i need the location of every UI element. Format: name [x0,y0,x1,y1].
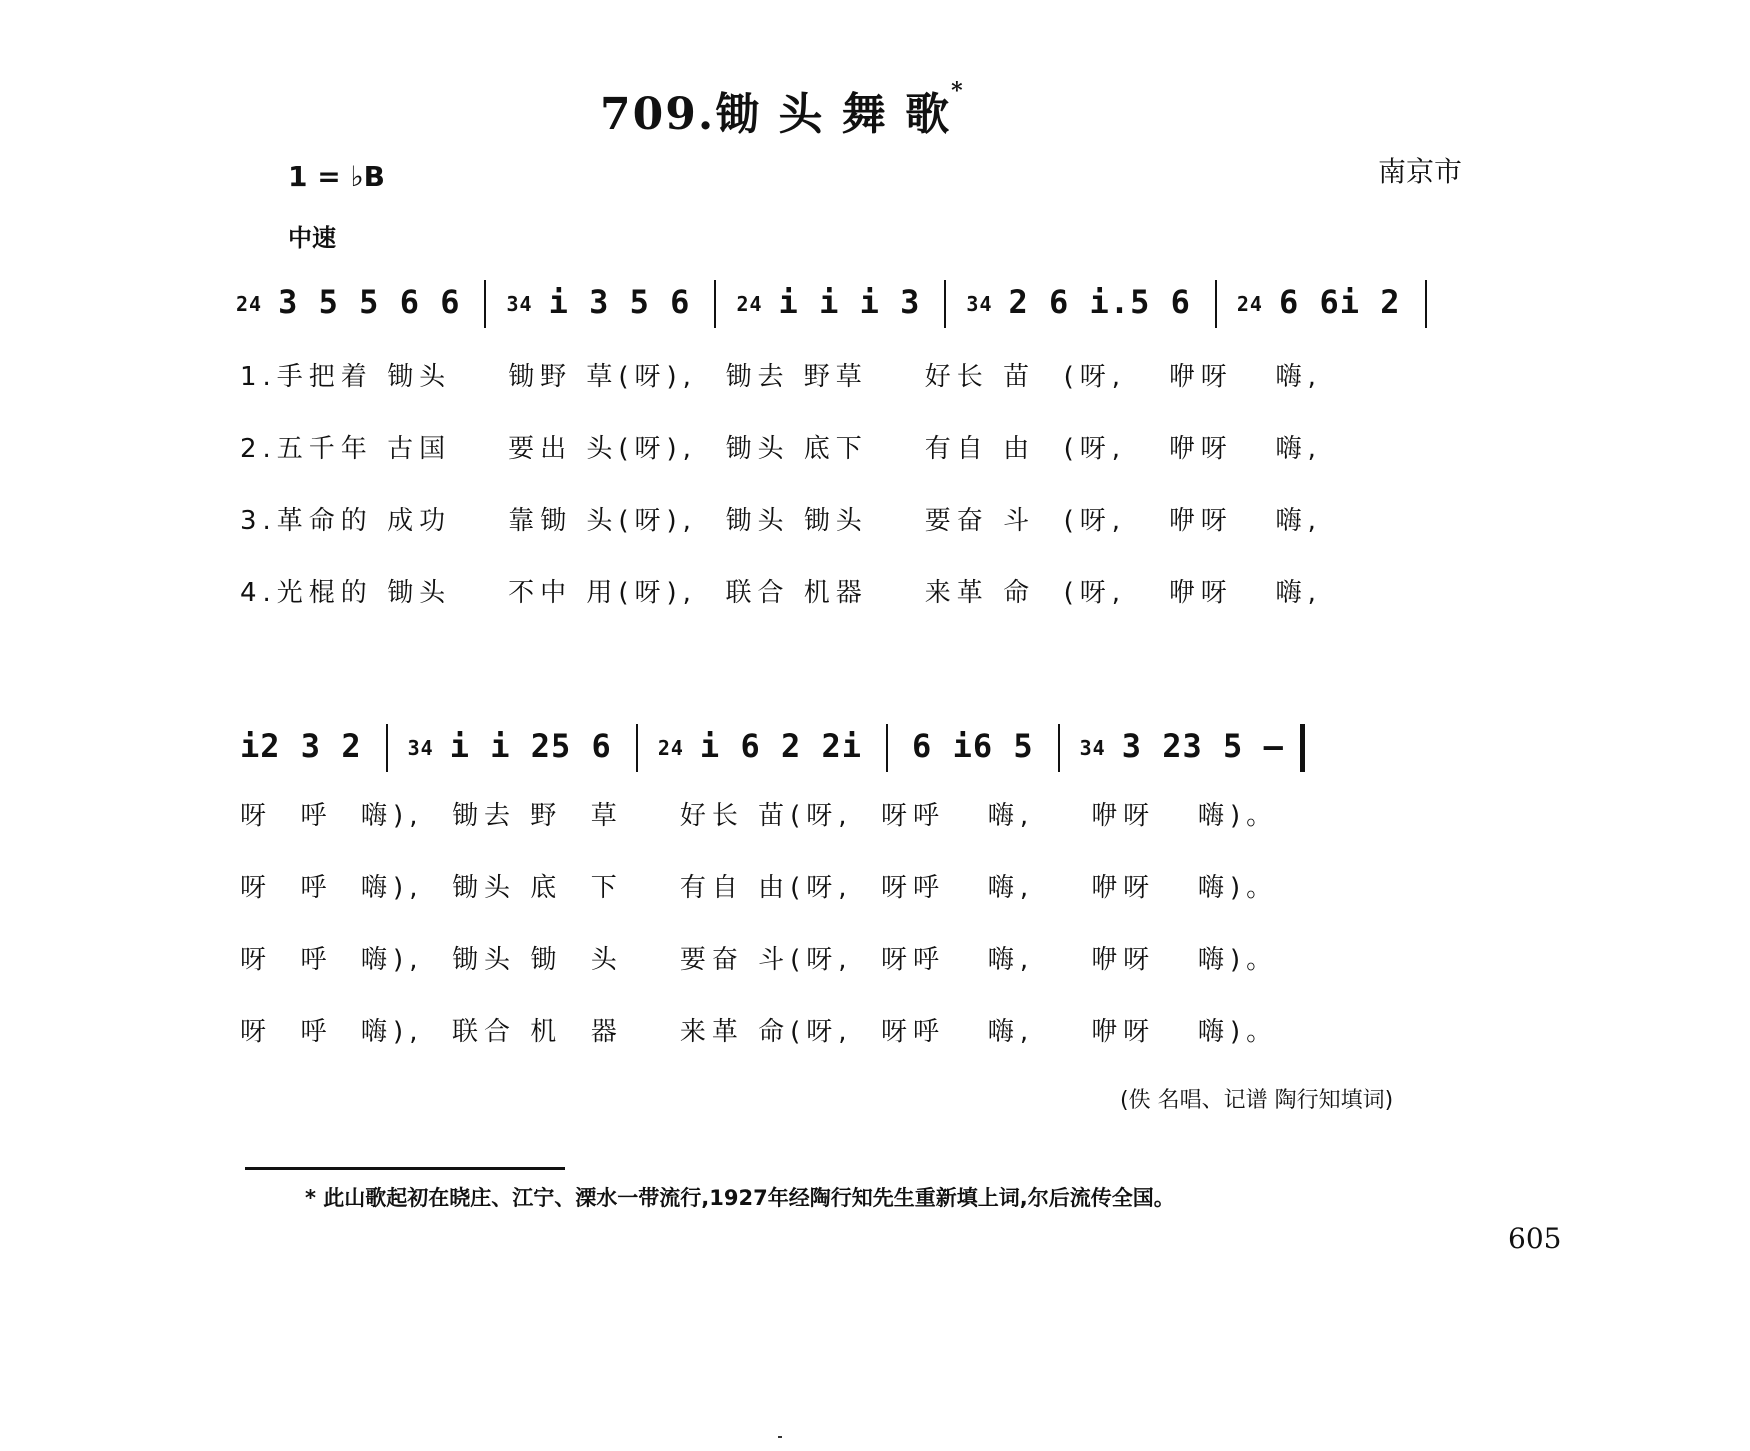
barline [1215,280,1217,328]
time-signature-numerator: 2 [736,292,750,316]
measure-notes: i i i 3 [778,283,921,321]
time-signature [408,738,434,758]
measure-notes: i 3 5 6 [548,283,691,321]
time-signature [966,294,992,314]
measure-notes: i 6 2 2i [699,727,863,765]
verse-1-line-1: 1.手把着 锄头 锄野 草(呀), 锄去 野草 好长 苗 (呀, 咿呀 嗨, [240,362,1322,392]
staff-line-1 [230,268,1560,346]
key-signature: 1 = ♭B [288,160,385,193]
notation-row-2 [230,724,1319,772]
notation-row-1 [230,280,1441,328]
barline [386,724,388,772]
barline [1425,280,1427,328]
song-title-text: 709.锄 头 舞 歌 [600,89,952,140]
measure-notes: 6 i6 5 [912,727,1034,765]
barline [636,724,638,772]
measure-notes: 3 5 5 6 6 [278,283,461,321]
time-signature [236,294,262,314]
time-signature-numerator: 3 [506,292,520,316]
time-signature-denominator: 4 [1249,292,1263,316]
verse-2-line-2: 呀 呼 嗨), 锄头 底 下 有自 由(呀, 呀呼 嗨, 咿呀 嗨)。 [240,873,1279,903]
time-signature-numerator: 3 [966,292,980,316]
verse-2-line-1: 2.五千年 古国 要出 头(呀), 锄头 底下 有自 由 (呀, 咿呀 嗨, [240,434,1322,464]
time-signature-numerator: 2 [657,736,671,760]
verse-4-line-1: 4.光棍的 锄头 不中 用(呀), 联合 机器 来革 命 (呀, 咿呀 嗨, [240,578,1322,608]
barline [1058,724,1060,772]
verse-4-line-2: 呀 呼 嗨), 联合 机 器 来革 命(呀, 呀呼 嗨, 咿呀 嗨)。 [240,1017,1279,1047]
time-signature-numerator: 3 [407,736,421,760]
measure-notes: i i 25 6 [449,727,612,765]
time-signature-denominator: 4 [979,292,993,316]
title-footnote-mark: * [951,78,965,104]
final-barline [1300,724,1305,772]
measure-notes: 6 6i 2 [1278,283,1401,321]
time-signature [1237,294,1263,314]
time-signature-denominator: 4 [420,736,434,760]
footnote-rule [245,1167,565,1170]
scan-speck [778,1436,782,1438]
time-signature [506,294,532,314]
verse-3-line-1: 3.革命的 成功 靠锄 头(呀), 锄头 锄头 要奋 斗 (呀, 咿呀 嗨, [240,506,1322,536]
song-title [600,78,965,142]
time-signature-numerator: 3 [1079,736,1093,760]
barline [714,280,716,328]
time-signature-denominator: 4 [1092,736,1106,760]
measure-notes: 3 23 5 – [1121,727,1284,765]
time-signature-numerator: 2 [236,292,250,316]
time-signature [658,738,684,758]
time-signature-numerator: 2 [1236,292,1250,316]
measure-notes: 2 6 i.5 6 [1008,283,1191,321]
page-number: 605 [1508,1222,1562,1255]
song-region: 南京市 [1378,155,1463,188]
verse-3-line-2: 呀 呼 嗨), 锄头 锄 头 要奋 斗(呀, 呀呼 嗨, 咿呀 嗨)。 [240,945,1279,975]
verse-1-line-2: 呀 呼 嗨), 锄去 野 草 好长 苗(呀, 呀呼 嗨, 咿呀 嗨)。 [240,801,1279,831]
time-signature [1080,738,1106,758]
time-signature-denominator: 4 [749,292,763,316]
tempo-marking: 中速 [288,224,336,252]
time-signature-denominator: 4 [670,736,684,760]
barline [484,280,486,328]
barline [886,724,888,772]
staff-line-2 [230,712,1560,790]
time-signature-denominator: 4 [519,292,533,316]
footnote: * 此山歌起初在晓庄、江宁、溧水一带流行,1927年经陶行知先生重新填上词,尔后流传全国。 [305,1186,1175,1210]
time-signature-denominator: 4 [249,292,263,316]
credit-line: (佚 名唱、记谱 陶行知填词) [1120,1088,1394,1113]
barline [944,280,946,328]
time-signature [736,294,762,314]
measure-notes: i2 3 2 [240,727,362,765]
